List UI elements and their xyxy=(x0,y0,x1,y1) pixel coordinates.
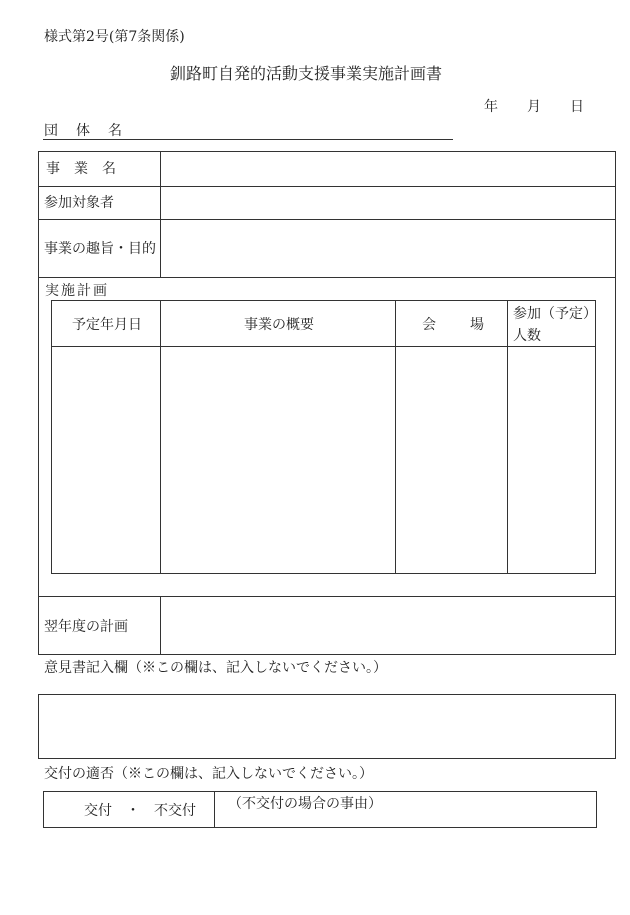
grant-table-divider xyxy=(214,791,215,828)
project-name-field[interactable] xyxy=(161,152,615,186)
plan-header-summary: 事業の概要 xyxy=(244,317,314,333)
grant-options[interactable]: 交付 ・ 不交付 xyxy=(84,803,196,819)
plan-header-date: 予定年月日 xyxy=(72,317,142,333)
grant-section-label: 交付の適否（※この欄は、記入しないでください。） xyxy=(44,766,373,782)
page-title: 釧路町自発的活動支援事業実施計画書 xyxy=(170,64,443,83)
form-number: 様式第2号(第7条関係) xyxy=(44,29,185,45)
organization-name-underline[interactable] xyxy=(43,139,453,140)
grant-reason-label: （不交付の場合の事由） xyxy=(228,796,382,812)
opinion-field[interactable] xyxy=(38,694,616,759)
plan-participants-cell[interactable] xyxy=(508,347,595,573)
plan-header-venue: 会 場 xyxy=(422,317,486,333)
purpose-label: 事業の趣旨・目的 xyxy=(44,241,156,257)
project-name-label: 事 業 名 xyxy=(46,161,116,177)
next-year-plan-field[interactable] xyxy=(161,597,615,654)
participants-label: 参加対象者 xyxy=(44,195,114,211)
next-year-plan-label: 翌年度の計画 xyxy=(44,619,128,635)
plan-header-participants-line2: 人数 xyxy=(513,328,541,344)
plan-label: 実施計画 xyxy=(45,283,109,299)
date-day-label: 日 xyxy=(570,99,584,115)
opinion-section-label: 意見書記入欄（※この欄は、記入しないでください。） xyxy=(44,660,387,676)
organization-name-label: 団 体 名 xyxy=(44,123,124,139)
plan-header-participants-line1: 参加（予定） xyxy=(513,306,597,322)
plan-date-cell[interactable] xyxy=(52,347,160,573)
plan-summary-cell[interactable] xyxy=(161,347,395,573)
date-month-label: 月 xyxy=(527,99,541,115)
date-year-label: 年 xyxy=(484,99,498,115)
plan-venue-cell[interactable] xyxy=(396,347,507,573)
row-divider xyxy=(38,277,616,278)
purpose-field[interactable] xyxy=(161,220,615,277)
participants-field[interactable] xyxy=(161,187,615,219)
